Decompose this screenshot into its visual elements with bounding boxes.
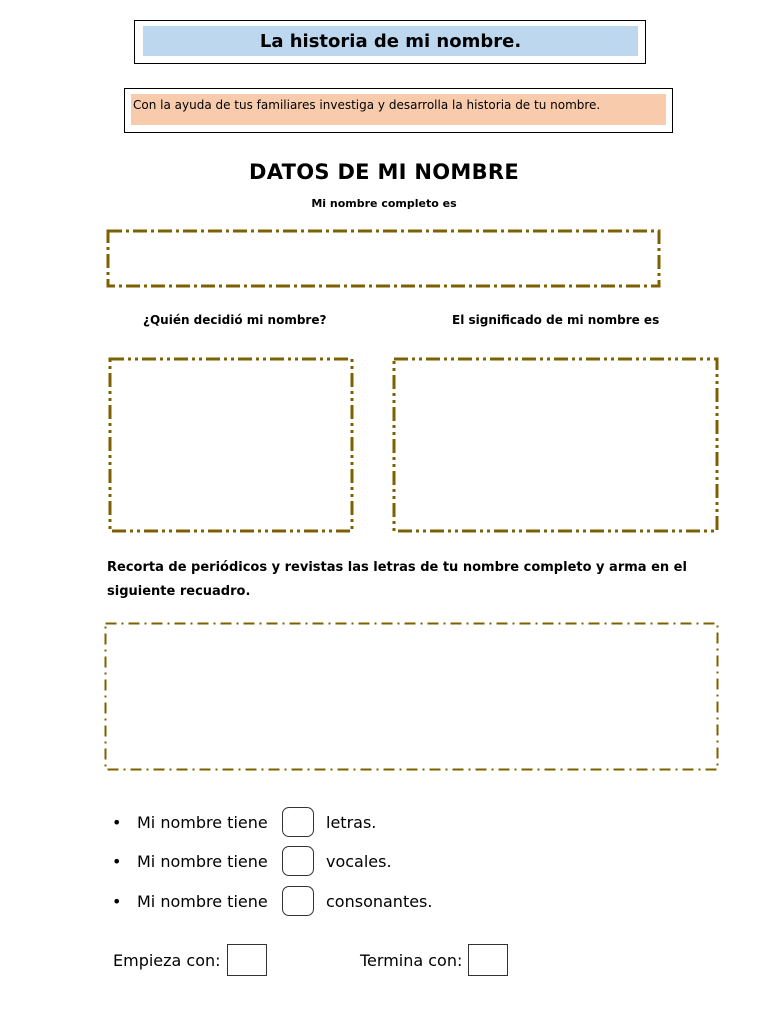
- ends-with-row: [360, 944, 508, 976]
- starts-with-label: Empieza con:: [113, 950, 221, 970]
- count-unit-text: vocales.: [326, 851, 392, 871]
- meaning-field[interactable]: [392, 357, 720, 534]
- letters-count-box[interactable]: [282, 807, 314, 837]
- ends-with-label: Termina con:: [360, 950, 463, 970]
- who-decided-field[interactable]: [108, 357, 355, 534]
- full-name-field[interactable]: [106, 229, 662, 289]
- consonants-count-row: [112, 884, 432, 918]
- count-lead-text: Mi nombre tiene: [137, 891, 268, 911]
- count-unit-text: consonantes.: [326, 891, 433, 911]
- instruction-box: [124, 88, 673, 133]
- count-unit-text: letras.: [326, 812, 377, 832]
- bullet-icon: •: [112, 851, 122, 871]
- consonants-count-box[interactable]: [282, 886, 314, 916]
- title-box: [134, 20, 646, 64]
- who-decided-label: ¿Quién decidió mi nombre?: [143, 313, 327, 327]
- meaning-label: El significado de mi nombre es: [452, 313, 660, 327]
- starts-with-row: [113, 944, 267, 976]
- starts-with-box[interactable]: [227, 944, 267, 976]
- count-lead-text: Mi nombre tiene: [137, 812, 268, 832]
- bullet-icon: •: [112, 812, 122, 832]
- bullet-icon: •: [112, 891, 122, 911]
- vowels-count-box[interactable]: [282, 846, 314, 876]
- worksheet-title: La historia de mi nombre.: [143, 26, 638, 56]
- instruction-text: Con la ayuda de tus familiares investiga y desarrolla la historia de tu nombre.: [131, 94, 666, 125]
- section-heading: DATOS DE MI NOMBRE: [248, 160, 520, 184]
- name-collage-field[interactable]: [104, 622, 720, 772]
- cutout-instruction: Recorta de periódicos y revistas las letras de tu nombre completo y arma en el siguiente recuadro.: [107, 560, 687, 599]
- letters-count-row: [112, 805, 376, 839]
- ends-with-box[interactable]: [468, 944, 508, 976]
- count-lead-text: Mi nombre tiene: [137, 851, 268, 871]
- vowels-count-row: [112, 844, 392, 878]
- full-name-label: Mi nombre completo es: [311, 197, 457, 210]
